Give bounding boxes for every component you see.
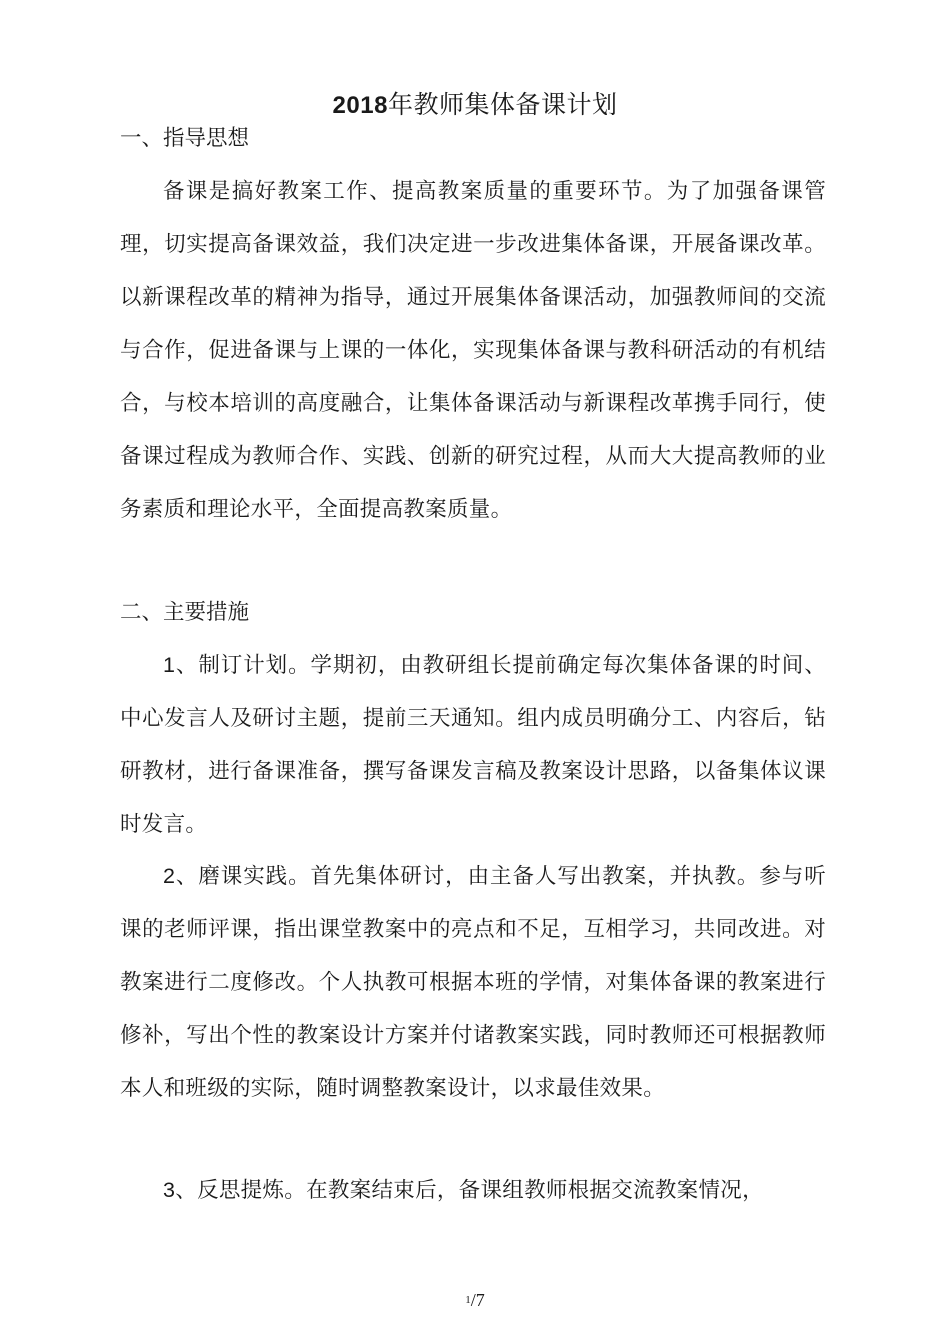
measure-item-text: 、磨课实践。首先集体研讨，由主备人写出教案，并执教。参与听课的老师评课，指出课堂教案中的亮点和不足，互相学习，共同改进。对教案进行二度修改。个人执教可根据本班的学情，对集体备课的教案进行修补，写出个性的教案设计方案并付诸教案实践，同时教师还可根据教师本人和班级的实际，随时调整教案设计，以求最佳效果。 [120,864,826,1101]
measure-item-text: 、制订计划。学期初，由教研组长提前确定每次集体备课的时间、中心发言人及研讨主题，提前三天通知。组内成员明确分工、内容后，钻研教材，进行备课准备，撰写备课发言稿及教案设计思路，以备集体议课时发言。 [120,653,826,837]
title-year: 2018 [332,91,388,119]
section-paragraph-guiding-ideology: 备课是搞好教案工作、提高教案质量的重要环节。为了加强备课管理，切实提高备课效益，我们决定进一步改进集体备课，开展备课改革。以新课程改革的精神为指导，通过开展集体备课活动，加强教师间的交流与合作，促进备课与上课的一体化，实现集体备课与教科研活动的有机结合，与校本培训的高度融合，让集体备课活动与新课程改革携手同行，使备课过程成为教师合作、实践、创新的研究过程，从而大大提高教师的业务素质和理论水平，全面提高教案质量。 [120,179,826,522]
measure-item-3 [120,1164,826,1217]
measure-item-number: 3 [163,1178,176,1202]
measure-item-number: 1 [163,653,176,677]
section-heading-guiding-ideology: 一、指导思想 [120,126,250,151]
page-total: /7 [470,1290,485,1310]
measure-item-2 [120,850,826,1115]
page-number [0,1290,950,1311]
page-current: 1 [465,1294,471,1306]
measure-item-text: 、反思提炼。在教案结束后，备课组教师根据交流教案情况， [175,1178,764,1203]
measure-item-1 [120,639,826,851]
measure-item-number: 2 [163,864,176,888]
title-text: 年教师集体备课计划 [387,89,618,119]
section-heading-main-measures: 二、主要措施 [120,600,250,625]
